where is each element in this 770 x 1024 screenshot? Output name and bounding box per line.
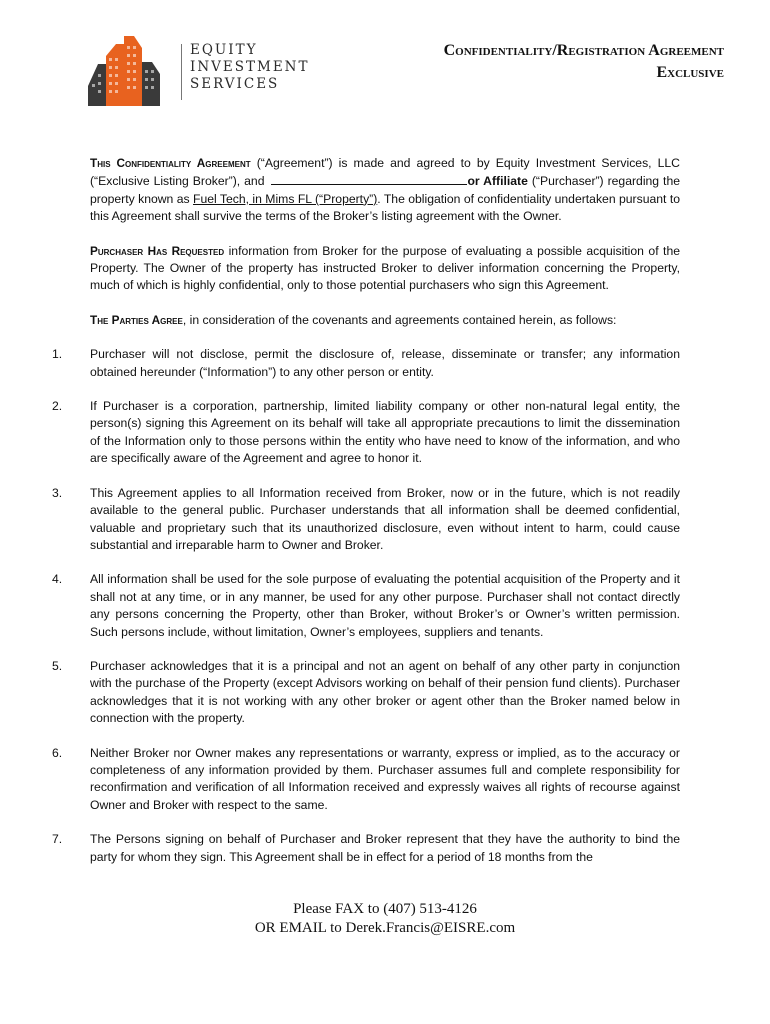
intro-lead: This Confidentiality Agreement <box>90 156 251 170</box>
item-text: Purchaser acknowledges that it is a principal and not an agent on behalf of any other party in conjunction with the purchase of the Property (except Advisors working on behalf of their pension fund clients). Purchaser acknowledges that it is not working with any other broker or agent other than the Broker named below in connection with the property. <box>90 658 680 726</box>
item-number: 5. <box>52 658 63 673</box>
list-item <box>52 398 680 468</box>
item-number: 7. <box>52 832 63 847</box>
building-icon <box>88 36 160 106</box>
item-number: 1. <box>52 347 63 362</box>
or-affiliate-label: or Affiliate <box>467 174 528 189</box>
request-text: information from Broker for the purpose of evaluating a possible acquisition of the Property. The Owner of the property has instructed Broker to deliver information concerning the Property, much of which is highly confidential, only to those potential purchasers who sign this Agreement. <box>90 243 681 293</box>
item-text: If Purchaser is a corporation, partnership, limited liability company or other non-natural legal entity, the person(s) signing this Agreement on its behalf will take all appropriate precautions to limit the dissemination of the Information only to those persons within the entity who have need to know of the information, and who are specifically aware of the Agreement and agree to honor it. <box>90 399 680 466</box>
item-number: 2. <box>52 399 63 414</box>
purchaser-name-blank[interactable] <box>271 172 467 185</box>
agreement-body <box>52 155 681 883</box>
list-item <box>52 658 680 728</box>
parties-text: , in consideration of the covenants and agreements contained herein, as follows: <box>182 312 617 327</box>
title-line-2: Exclusive <box>656 64 724 81</box>
intro-paragraph <box>90 155 680 226</box>
logo-wordmark <box>190 42 310 93</box>
intro-text-b: (“Purchaser”) regarding the property known as <box>90 174 680 206</box>
logo-line-investment: INVESTMENT <box>190 59 310 75</box>
list-item <box>52 346 680 381</box>
item-text: Neither Broker nor Owner makes any representations or warranty, express or implied, as to the accuracy or completeness of any information provided by them. Purchaser assumes full and complete responsibility for reconfirmation and verification of all Information received and expressly waives all rights of recourse against Owner and Broker with respect to the same. <box>90 745 680 812</box>
building-dark-right <box>142 62 160 106</box>
item-text: This Agreement applies to all Information received from Broker, now or in the future, which is not readily available to the general public. Purchaser understands that all information shall be deemed confidential, valuable and proprietary such that its unauthorized disclosure, even without intent to harm, could cause substantial and irreparable harm to Owner and Broker. <box>90 485 680 552</box>
list-item <box>52 485 680 555</box>
building-dark-left <box>88 64 106 106</box>
list-item <box>52 831 680 866</box>
item-number: 3. <box>52 485 63 500</box>
list-item <box>52 745 680 815</box>
agreement-title <box>444 40 724 84</box>
property-name: Fuel Tech, in Mims FL (“Property”) <box>193 191 378 206</box>
list-item <box>52 571 680 641</box>
fax-line: Please FAX to (407) 513-4126 <box>293 901 477 917</box>
parties-paragraph <box>90 312 680 329</box>
page-footer <box>0 900 770 938</box>
logo-line-services: SERVICES <box>190 76 280 92</box>
logo-line-equity: EQUITY <box>190 42 258 58</box>
email-line: OR EMAIL to Derek.Francis@EISRE.com <box>254 920 516 936</box>
intro-text-c: . The obligation of confidentiality undertaken pursuant to this Agreement shall survive the terms of the Broker’s listing agreement with the Owner. <box>90 191 680 224</box>
logo-divider <box>181 44 182 100</box>
request-paragraph <box>90 243 680 295</box>
title-line-1: Confidentiality/Registration Agreement <box>443 42 724 59</box>
item-text: All information shall be used for the sole purpose of evaluating the potential acquisition of the Property and it shall not at any time, or in any manner, be used for any other purpose. Purchaser shall not contact directly any persons concerning the Property, other than Broker, without Broker’s or Owner’s written permission. Such persons include, without limitation, Owner’s employees, suppliers and tenants. <box>90 572 680 639</box>
terms-list <box>52 346 680 866</box>
item-number: 4. <box>52 572 63 587</box>
item-number: 6. <box>52 745 63 760</box>
item-text: The Persons signing on behalf of Purchaser and Broker represent that they have the authority to bind the party for whom they sign. This Agreement shall be in effect for a period of 18 months from the <box>90 832 680 864</box>
request-lead: Purchaser Has Requested <box>90 243 225 258</box>
intro-text-a: (“Agreement”) is made and agreed to by Equity Investment Services, LLC (“Exclusive Listing Broker”), and <box>90 156 680 189</box>
item-text: Purchaser will not disclose, permit the disclosure of, release, disseminate or transfer; any information obtained hereunder (“Information”) to any other person or entity. <box>90 347 680 379</box>
parties-lead: The Parties Agree <box>90 312 183 327</box>
